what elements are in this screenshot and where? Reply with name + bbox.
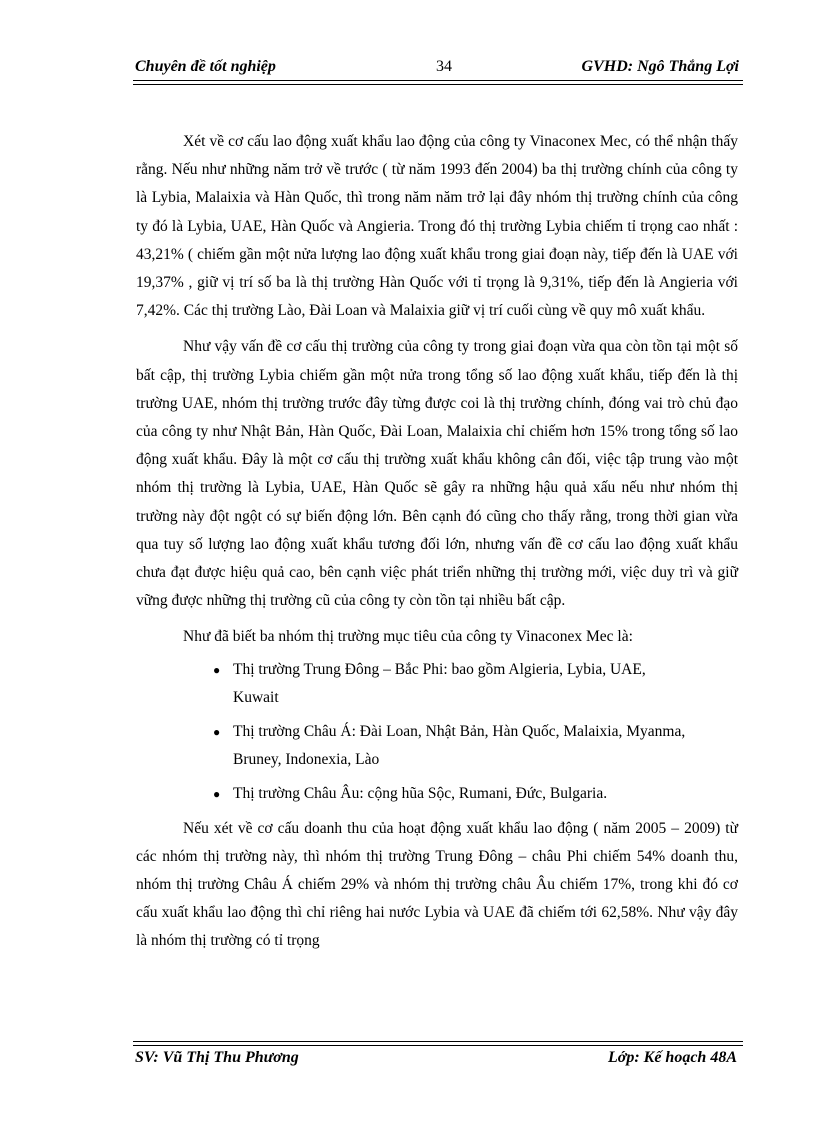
page-footer [133,1047,743,1071]
paragraph-4: Nếu xét về cơ cấu doanh thu của hoạt động xuất khẩu lao động ( năm 2005 – 2009) từ các nhóm thị trường này, thì nhóm thị trường Trung Đông – châu Phi chiếm 54% doanh thu, nhóm thị trường Châu Á chiếm 29% và nhóm thị trường châu Âu chiếm 17%, trong khi đó cơ cấu xuất khẩu lao động thì chỉ riêng hai nước Lybia và UAE đã chiếm tới 62,58%. Như vậy đây là nhóm thị trường có tỉ trọng [136,819,738,950]
paragraph-3: Như đã biết ba nhóm thị trường mục tiêu của công ty Vinaconex Mec là: [183,628,633,646]
list-item: ● Thị trường Châu Âu: cộng hũa Sộc, Rumani, Đức, Bulgaria. [233,780,738,808]
header-rule-bottom [133,84,743,85]
document-body [136,128,738,964]
header-supervisor: GVHD: Ngô Thắng Lợi [581,58,739,75]
paragraph-1: Xét về cơ cấu lao động xuất khẩu lao động của công ty Vinaconex Mec, có thể nhận thấy rằng. Nếu như những năm trở về trước ( từ năm 1993 đến 2004) ba thị trường chính của công ty là Lybia, Malaixia và Hàn Quốc, thì trong năm năm trở lại đây nhóm thị trường chính của công ty đó là Lybia, UAE, Hàn Quốc và Angieria. Trong đó thị trường Lybia chiếm tỉ trọng cao nhất : 43,21% ( chiếm gần một nửa lượng lao động xuất khẩu trong giai đoạn này, tiếp đến là UAE với 19,37% , giữ vị trí số ba là thị trường Hàn Quốc với tỉ trọng là 9,31%, tiếp đến là Angieria với 7,42%. Các thị trường Lào, Đài Loan và Malaixia giữ vị trí cuối cùng về quy mô xuất khẩu. [136,133,738,320]
paragraph-2: Như vậy vấn đề cơ cấu thị trường của công ty trong giai đoạn vừa qua còn tồn tại một số bất cập, thị trường Lybia chiếm gần một nửa trong tổng số lao động xuất khẩu, tiếp đến là thị trường UAE, nhóm thị trường trước đây từng được coi là thị trường chính, đóng vai trò chủ đạo của công ty như Nhật Bản, Hàn Quốc, Đài Loan, Malaixia chỉ chiếm hơn 15% trong tổng số lao động xuất khẩu. Đây là một cơ cấu thị trường xuất khẩu không cân đối, việc tập trung vào một nhóm thị trường là Lybia, UAE, Hàn Quốc sẽ gây ra những hậu quả xấu nếu như nhóm thị trường này đột ngột có sự biến động lớn. Bên cạnh đó cũng cho thấy rằng, trong thời gian vừa qua tuy số lượng lao động xuất khẩu tương đối lớn, nhưng vấn đề cơ cấu lao động xuất khẩu chưa đạt được hiệu quả cao, bên cạnh việc phát triển những thị trường mới, việc duy trì và giữ vững được những thị trường cũ của công ty còn tồn tại nhiều bất cập. [136,338,738,610]
footer-student-name: SV: Vũ Thị Thu Phương [135,1049,299,1066]
page-number: 34 [436,58,452,75]
footer-rule-bottom [133,1045,743,1046]
header-rule-top [133,80,743,81]
bullet-icon: ● [213,662,221,677]
target-market-list [136,656,738,809]
footer-class: Lớp: Kế hoạch 48A [607,1049,737,1066]
list-item: ● Thị trường Châu Á: Đài Loan, Nhật Bản, Hàn Quốc, Malaixia, Myanma, Bruney, Indonexia, Lào [233,718,738,774]
page-header [133,56,743,82]
list-item: ● Thị trường Trung Đông – Bắc Phi: bao gồm Algieria, Lybia, UAE, Kuwait [233,656,738,712]
header-thesis-title: Chuyên đề tốt nghiệp [135,58,276,75]
bullet-icon: ● [213,787,221,802]
footer-rule-top [133,1041,743,1042]
bullet-icon: ● [213,725,221,740]
